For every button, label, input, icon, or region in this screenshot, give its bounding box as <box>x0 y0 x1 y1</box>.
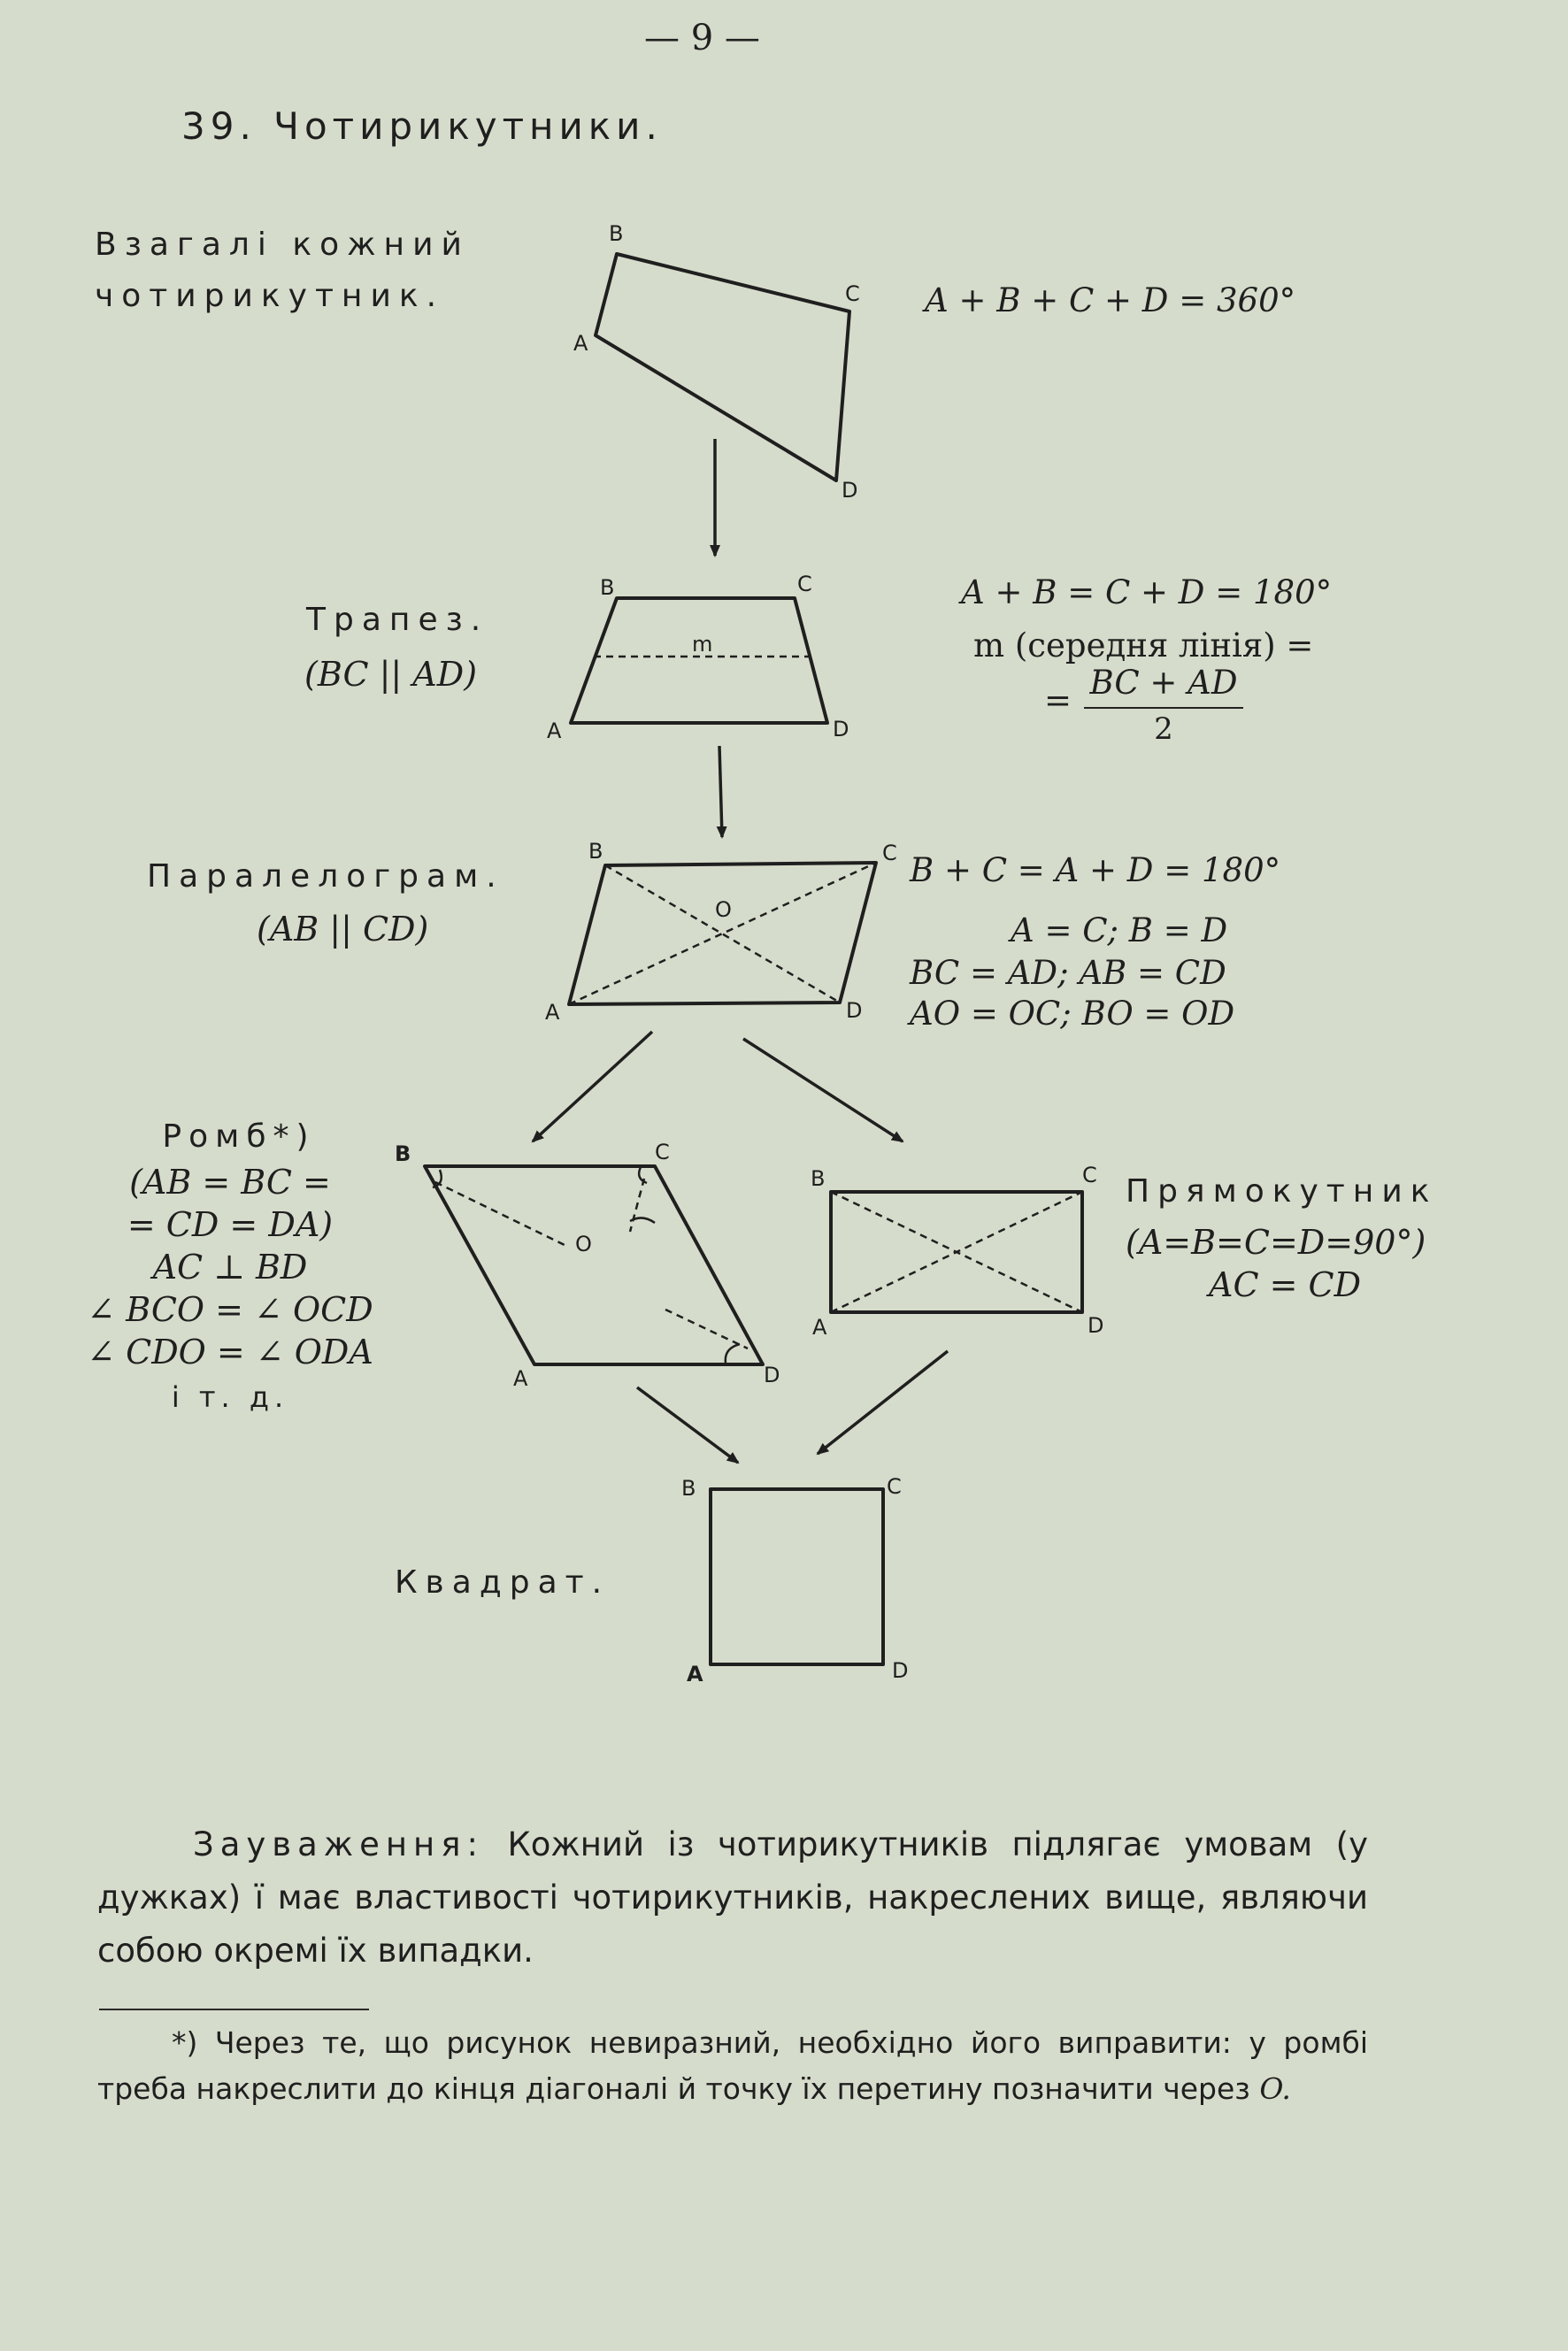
trapezoid-formula-2-text: m (середня лінія) = <box>973 626 1314 665</box>
rhombus-angle-mark-c <box>639 1167 647 1183</box>
remark-text: Кожний із чотирикутників підлягає умовам (у дужках) ї має властивості чотирикутників, накреслених вище, являючи собою окремі їх випадки. <box>97 1825 1368 1970</box>
rhombus-line-2: = CD = DA) <box>127 1205 334 1244</box>
rectangle-vertex-b: B <box>811 1166 826 1191</box>
rectangle-formula: AC = CD <box>1209 1265 1362 1304</box>
rhombus-vertex-a: A <box>513 1366 528 1391</box>
trapezoid-shape <box>571 598 827 723</box>
parallelogram-vertex-a: A <box>545 1000 560 1025</box>
parallelogram-diagonal-bd <box>605 865 840 1003</box>
rhombus-center-o: O <box>575 1232 592 1256</box>
footnote <box>97 2020 1368 2112</box>
rhombus-vertex-d: D <box>764 1363 780 1387</box>
parallelogram-condition: (AB || CD) <box>257 910 429 949</box>
square-label: Квадрат. <box>395 1564 611 1601</box>
parallelogram-vertex-c: C <box>882 841 897 865</box>
parallelogram-formula-3: BC = AD; AB = CD <box>910 954 1226 992</box>
parallelogram-center-o: O <box>715 897 732 922</box>
square-vertex-d: D <box>892 1658 909 1683</box>
rhombus-line-4: ∠ BCO = ∠ OCD <box>87 1290 373 1329</box>
remark-heading: Зауваження: <box>193 1825 484 1863</box>
rectangle-vertex-a: A <box>812 1315 827 1340</box>
arrow-rhombus-to-square <box>637 1387 738 1463</box>
general-label-line1: Взагалі кожний <box>95 227 470 263</box>
trapezoid-midline-label: m <box>692 632 713 657</box>
rectangle-vertex-c: C <box>1082 1163 1097 1187</box>
rhombus-vertex-c: C <box>655 1140 670 1164</box>
general-vertex-a: A <box>573 331 588 356</box>
trapezoid-condition: (BC || AD) <box>304 655 478 694</box>
rhombus-line-1: (AB = BC = <box>129 1163 331 1202</box>
arrow-trapezoid-to-parallelogram <box>719 746 722 837</box>
rhombus-angle-mark-d <box>726 1344 740 1363</box>
trapezoid-formula-3-numerator: BC + AD <box>1089 664 1238 702</box>
general-vertex-b: B <box>609 221 624 246</box>
section-title-text: 39. Чотирикутники. <box>181 104 663 148</box>
rhombus-line-3: AC ⊥ BD <box>152 1248 308 1287</box>
rhombus-line-6-text: і т. д. <box>171 1380 289 1414</box>
footnote-letter: O. <box>1259 2071 1291 2106</box>
rhombus-angle-mark-o <box>630 1218 655 1223</box>
rhombus-diagonal-fragment-1 <box>435 1182 566 1246</box>
footnote-text: *) Через те, що рисунок невиразний, необхідно його виправити: у ромбі треба накреслити до кінця діагоналі й точку їх перетину позначити через <box>97 2025 1368 2106</box>
trapezoid-formula-3-prefix: = <box>1044 681 1072 719</box>
parallelogram-vertex-d: D <box>846 998 863 1023</box>
trapezoid-formula-3-denominator: 2 <box>1154 711 1173 747</box>
rhombus-line-5: ∠ CDO = ∠ ODA <box>87 1333 373 1371</box>
rectangle-condition: (A=B=C=D=90°) <box>1126 1223 1426 1262</box>
rhombus-label-text: Ромб*) <box>162 1118 316 1155</box>
trapezoid-vertex-b: B <box>600 575 615 600</box>
parallelogram-diagonal-ac <box>569 863 876 1004</box>
parallelogram-label: Паралелограм. <box>147 858 504 895</box>
parallelogram-vertex-b: B <box>588 839 603 864</box>
remark-paragraph <box>97 1818 1368 1978</box>
trapezoid-vertex-d: D <box>833 717 849 741</box>
rectangle-vertex-d: D <box>1088 1313 1104 1338</box>
rhombus-diagonal-fragment-3 <box>630 1179 644 1232</box>
rhombus-shape <box>425 1166 763 1364</box>
general-formula: A + B + C + D = 360° <box>925 281 1296 319</box>
arrow-parallelogram-to-rhombus <box>533 1032 652 1141</box>
general-vertex-d: D <box>842 478 858 503</box>
arrow-rectangle-to-square <box>818 1351 948 1454</box>
parallelogram-formula-2: A = C; B = D <box>1011 911 1228 949</box>
arrow-parallelogram-to-rectangle <box>743 1039 903 1141</box>
rectangle-label: Прямокутник <box>1126 1173 1438 1210</box>
general-label-line2: чотирикутник. <box>95 278 445 314</box>
square-vertex-a: A <box>687 1662 703 1686</box>
general-quadrilateral <box>596 254 849 480</box>
rhombus-vertex-b: B <box>395 1141 411 1166</box>
trapezoid-vertex-a: A <box>547 718 562 743</box>
parallelogram-formula-4: AO = OC; BO = OD <box>910 995 1235 1033</box>
square-shape <box>711 1489 883 1664</box>
trapezoid-label: Трапез. <box>306 602 489 638</box>
square-vertex-b: B <box>681 1476 696 1501</box>
parallelogram-formula-1: B + C = A + D = 180° <box>910 851 1281 889</box>
footnote-separator <box>99 2009 369 2010</box>
square-vertex-c: C <box>887 1474 902 1499</box>
general-vertex-c: C <box>845 281 860 306</box>
trapezoid-vertex-c: C <box>797 572 812 596</box>
page-number: — 9 — <box>644 18 760 58</box>
trapezoid-formula-1: A + B = C + D = 180° <box>961 573 1333 611</box>
